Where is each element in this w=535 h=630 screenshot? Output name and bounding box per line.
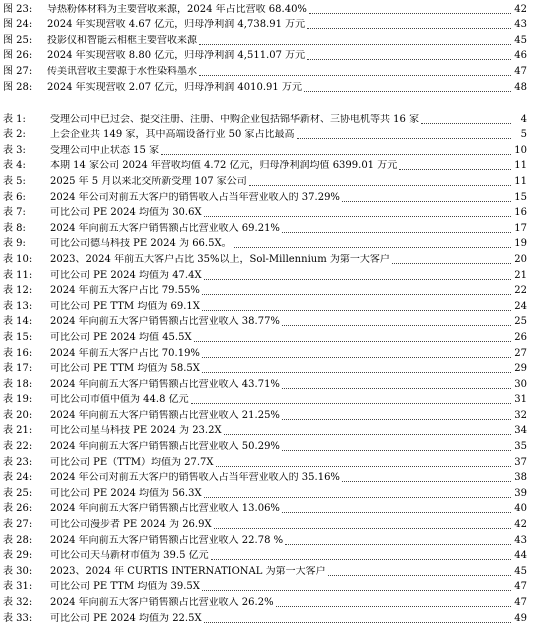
dot-leader — [191, 403, 511, 404]
table-entry-label: 表 28: — [3, 534, 33, 546]
dot-leader — [202, 357, 511, 358]
figure-entry-title: 2024 年实现营收 2.07 亿元，归母净利润 4010.91 万元 — [47, 81, 302, 93]
table-entry-page-number: 47 — [514, 597, 527, 608]
table-entry[interactable] — [3, 204, 527, 220]
table-entry-page-number: 11 — [514, 160, 527, 172]
table-entry-page-number: 45 — [514, 565, 527, 577]
table-entry-label: 表 21: — [3, 425, 33, 437]
dot-leader — [282, 232, 511, 233]
figure-entry-label: 图 27: — [3, 65, 33, 77]
table-entry-page-number: 24 — [514, 300, 527, 312]
table-entry-title: 可比公司漫步者 PE 2024 为 26.9X — [50, 519, 212, 531]
dot-leader — [199, 44, 511, 45]
table-entry-title: 可比公司 PE TTM 均值为 39.5X — [50, 581, 200, 593]
dot-leader — [249, 185, 511, 186]
table-entry[interactable] — [3, 157, 527, 173]
dot-leader — [342, 201, 511, 202]
table-entry-title: 2024 年向前五大客户销售额占比营业收入 22.78 % — [50, 534, 284, 546]
table-entry-title: 2024 年向前五大客户销售额占比营业收入 50.29% — [50, 441, 280, 453]
dot-leader — [214, 528, 511, 529]
dot-leader — [307, 28, 511, 29]
figure-entry[interactable] — [3, 62, 527, 78]
table-entry-title: 受理公司中已过会、提交注册、注册、中购企业包括锦华新材、三协电机等共 16 家 — [50, 113, 420, 125]
table-entry-title: 可比公司天马新材市值为 39.5 亿元 — [50, 550, 209, 562]
table-entry-page-number: 25 — [514, 316, 527, 328]
dot-leader — [211, 559, 511, 560]
table-entry[interactable] — [3, 219, 527, 235]
table-entry[interactable] — [3, 406, 527, 422]
figure-entry-label: 图 23: — [3, 3, 33, 15]
dot-leader — [216, 466, 511, 467]
table-entry-label: 表 1: — [3, 113, 26, 125]
table-entry-label: 表 8: — [3, 222, 26, 234]
table-entry[interactable] — [3, 500, 527, 516]
figure-entry[interactable] — [3, 78, 527, 94]
table-entry-label: 表 23: — [3, 456, 33, 468]
figure-entry-title: 2024 年实现营收 4.67 亿元，归母净利润 4,738.91 万元 — [47, 19, 306, 31]
table-entry-label: 表 9: — [3, 238, 26, 250]
table-entry-label: 表 11: — [3, 269, 33, 281]
table-entry[interactable] — [3, 453, 527, 469]
table-entry-page-number: 17 — [514, 222, 527, 234]
table-entry-title: 2024 年向前五大客户销售额占比营业收入 21.25% — [50, 409, 280, 421]
table-entry-label: 表 6: — [3, 191, 26, 203]
dot-leader — [276, 606, 511, 607]
table-entry-label: 表 20: — [3, 409, 33, 421]
table-entry-page-number: 47 — [514, 581, 527, 593]
table-entry-title: 本期 14 家公司 2024 年营收均值 4.72 亿元，归母净利润均值 6399.01 万元 — [50, 160, 398, 172]
table-entry-title: 2024 年向前五大客户销售额占比营业收入 13.06% — [50, 503, 280, 515]
dot-leader — [421, 123, 511, 124]
table-entry-label: 表 14: — [3, 316, 33, 328]
table-entry-title: 2024 年向前五大客户销售额占比营业收入 43.71% — [50, 378, 280, 390]
table-entry[interactable] — [3, 484, 527, 500]
table-entry-label: 表 18: — [3, 378, 33, 390]
table-entry-title: 2024 年向前五大客户销售额占比营业收入 38.77% — [50, 316, 280, 328]
table-entry[interactable] — [3, 547, 527, 563]
table-list — [3, 110, 527, 625]
table-entry[interactable] — [3, 313, 527, 329]
figure-entry-label: 图 25: — [3, 34, 33, 46]
dot-leader — [204, 622, 511, 623]
table-entry-page-number: 38 — [514, 472, 527, 484]
figure-entry-label: 图 28: — [3, 81, 33, 93]
table-entry-title: 可比公司星马科技 PE 2024 为 23.2X — [50, 425, 222, 437]
dot-leader — [282, 325, 511, 326]
table-entry-page-number: 42 — [514, 519, 527, 531]
table-entry-title: 2024 年公司对前五大客户的销售收入占当年营业收入的 37.29% — [50, 191, 340, 203]
table-entry-title: 2024 年向前五大客户销售额占比营业收入 69.21% — [50, 222, 280, 234]
dot-leader — [399, 169, 511, 170]
figure-entry[interactable] — [3, 0, 527, 16]
table-entry-title: 可比公司 PE TTM 均值为 69.1X — [50, 300, 200, 312]
table-entry-label: 表 17: — [3, 363, 33, 375]
table-entry[interactable] — [3, 375, 527, 391]
figure-entry-page-number: 48 — [514, 81, 527, 93]
table-entry-page-number: 31 — [514, 394, 527, 406]
table-entry-title: 2024 年前五大客户占比 79.55% — [50, 285, 200, 297]
dot-leader — [204, 279, 511, 280]
dot-leader — [304, 91, 511, 92]
table-entry[interactable] — [3, 469, 527, 485]
figure-entry[interactable] — [3, 47, 527, 63]
dot-leader — [202, 372, 511, 373]
table-entry-label: 表 24: — [3, 472, 33, 484]
table-entry-label: 表 31: — [3, 581, 33, 593]
table-entry-page-number: 43 — [514, 534, 527, 546]
table-entry[interactable] — [3, 391, 527, 407]
table-entry-page-number: 49 — [514, 612, 527, 624]
figure-entry-page-number: 46 — [514, 50, 527, 62]
table-entry-title: 2024 年向前五大客户销售额占比营业收入 26.2% — [50, 597, 274, 608]
table-entry[interactable] — [3, 110, 527, 126]
table-entry-page-number: 26 — [514, 331, 527, 343]
table-entry[interactable] — [3, 297, 527, 313]
table-entry-page-number: 4 — [520, 113, 527, 125]
figure-list — [3, 0, 527, 94]
figure-entry-title: 传美讯营收主要源于水性染料墨水 — [47, 65, 197, 77]
figure-entry[interactable] — [3, 16, 527, 32]
dot-leader — [282, 388, 511, 389]
table-entry-page-number: 39 — [514, 487, 527, 499]
dot-leader — [342, 481, 511, 482]
dot-leader — [282, 512, 511, 513]
table-entry-title: 2025 年 5 月以来北交所新受理 107 家公司 — [50, 175, 247, 187]
table-entry-label: 表 30: — [3, 565, 33, 577]
table-entry-page-number: 35 — [514, 441, 527, 453]
table-entry[interactable] — [3, 344, 527, 360]
table-entry-page-number: 5 — [520, 129, 527, 141]
table-entry-label: 表 16: — [3, 347, 33, 359]
dot-leader — [328, 575, 511, 576]
table-entry[interactable] — [3, 609, 527, 625]
dot-leader — [202, 294, 511, 295]
dot-leader — [204, 497, 511, 498]
table-entry-label: 表 2: — [3, 129, 26, 141]
table-entry-label: 表 29: — [3, 550, 33, 562]
table-entry-title: 可比公司 PE 2024 均值 45.5X — [50, 331, 192, 343]
table-entry[interactable] — [3, 235, 527, 251]
table-entry-label: 表 22: — [3, 441, 33, 453]
dot-leader — [202, 590, 511, 591]
table-entry[interactable] — [3, 437, 527, 453]
table-entry[interactable] — [3, 266, 527, 282]
dot-leader — [285, 544, 511, 545]
dot-leader — [234, 247, 511, 248]
figure-entry-page-number: 42 — [514, 3, 527, 15]
table-entry-page-number: 32 — [514, 409, 527, 421]
table-entry-label: 表 33: — [3, 612, 33, 624]
table-entry-page-number: 37 — [514, 456, 527, 468]
figure-entry[interactable] — [3, 31, 527, 47]
dot-leader — [199, 75, 511, 76]
table-entry-label: 表 26: — [3, 503, 33, 515]
table-entry-label: 表 27: — [3, 519, 33, 531]
table-entry-page-number: 34 — [514, 425, 527, 437]
table-entry[interactable] — [3, 360, 527, 376]
table-entry-title: 可比公司德马科技 PE 2024 为 66.5X。 — [50, 238, 232, 250]
dot-leader — [224, 434, 511, 435]
table-entry-page-number: 11 — [514, 175, 527, 187]
table-entry-title: 可比公司 PE TTM 均值为 58.5X — [50, 363, 200, 375]
figure-entry-title: 投影仪和智能云相框主要营收来源 — [47, 34, 197, 46]
table-entry-title: 可比公司 PE 2024 均值为 22.5X — [50, 612, 202, 624]
table-entry-title: 可比公司 PE（TTM）均值为 27.7X — [50, 456, 214, 468]
table-entry[interactable] — [3, 250, 527, 266]
table-entry-title: 可比公司 PE 2024 均值为 30.6X — [50, 207, 202, 219]
table-entry-title: 可比公司 PE 2024 均值为 47.4X — [50, 269, 202, 281]
table-entry-title: 可比公司 PE 2024 均值为 56.3X — [50, 487, 202, 499]
table-entry-page-number: 10 — [514, 144, 527, 156]
table-entry-title: 上会企业共 149 家，其中高端设备行业 50 家占比最高 — [50, 129, 295, 141]
figure-entry-title: 导热粉体材料为主要营收来源，2024 年占比营收 68.40% — [47, 3, 307, 15]
table-entry-page-number: 44 — [514, 550, 527, 562]
dot-leader — [282, 419, 511, 420]
table-entry-title: 2023、2024 年 CURTIS INTERNATIONAL 为第一大客户 — [50, 565, 326, 577]
table-entry[interactable] — [3, 422, 527, 438]
table-entry-label: 表 3: — [3, 144, 26, 156]
table-entry[interactable] — [3, 515, 527, 531]
table-entry-page-number: 27 — [514, 347, 527, 359]
table-entry[interactable] — [3, 126, 527, 142]
table-entry-title: 2024 年前五大客户占比 70.19% — [50, 347, 200, 359]
figure-entry-label: 图 26: — [3, 50, 33, 62]
table-entry-label: 表 13: — [3, 300, 33, 312]
dot-leader — [309, 13, 511, 14]
table-entry-label: 表 10: — [3, 253, 33, 265]
figure-entry-title: 2024 年实现营收 8.80 亿元，归母净利润 4,511.07 万元 — [47, 50, 306, 62]
table-entry-label: 表 19: — [3, 394, 33, 406]
table-entry[interactable] — [3, 172, 527, 188]
table-entry[interactable] — [3, 328, 527, 344]
table-entry-label: 表 15: — [3, 331, 33, 343]
table-entry-page-number: 21 — [514, 269, 527, 281]
table-entry-page-number: 19 — [514, 238, 527, 250]
table-entry-page-number: 22 — [514, 285, 527, 297]
dot-leader — [161, 154, 511, 155]
figure-entry-page-number: 45 — [514, 34, 527, 46]
table-entry-page-number: 29 — [514, 363, 527, 375]
dot-leader — [202, 310, 511, 311]
table-entry[interactable] — [3, 141, 527, 157]
table-entry[interactable] — [3, 562, 527, 578]
table-entry[interactable] — [3, 578, 527, 594]
table-entry-label: 表 32: — [3, 597, 33, 608]
table-entry-page-number: 40 — [514, 503, 527, 515]
dot-leader — [297, 138, 511, 139]
table-entry-label: 表 7: — [3, 207, 26, 219]
table-entry-label: 表 25: — [3, 487, 33, 499]
table-entry[interactable] — [3, 531, 527, 547]
dot-leader — [204, 216, 511, 217]
dot-leader — [307, 59, 511, 60]
figure-entry-label: 图 24: — [3, 19, 33, 31]
table-entry[interactable] — [3, 282, 527, 298]
table-entry-page-number: 15 — [514, 191, 527, 203]
table-entry-label: 表 12: — [3, 285, 33, 297]
table-entry-label: 表 5: — [3, 175, 26, 187]
table-entry-title: 2023、2024 年前五大客户占比 35%以上，Sol-Millennium 为第一大客户 — [50, 253, 390, 265]
dot-leader — [392, 263, 511, 264]
table-entry[interactable] — [3, 188, 527, 204]
dot-leader — [194, 341, 511, 342]
table-entry-title: 可比公司市值中值为 44.8 亿元 — [50, 394, 189, 406]
dot-leader — [282, 450, 511, 451]
table-entry-label: 表 4: — [3, 160, 26, 172]
table-entry-page-number: 20 — [514, 253, 527, 265]
table-entry[interactable] — [3, 593, 527, 609]
figure-entry-page-number: 43 — [514, 19, 527, 31]
table-entry-page-number: 16 — [514, 207, 527, 219]
table-entry-page-number: 30 — [514, 378, 527, 390]
figure-entry-page-number: 47 — [514, 65, 527, 77]
table-entry-title: 受理公司中止状态 15 家 — [50, 144, 160, 156]
table-entry-title: 2024 年公司对前五大客户的销售收入占当年营业收入的 35.16% — [50, 472, 340, 484]
